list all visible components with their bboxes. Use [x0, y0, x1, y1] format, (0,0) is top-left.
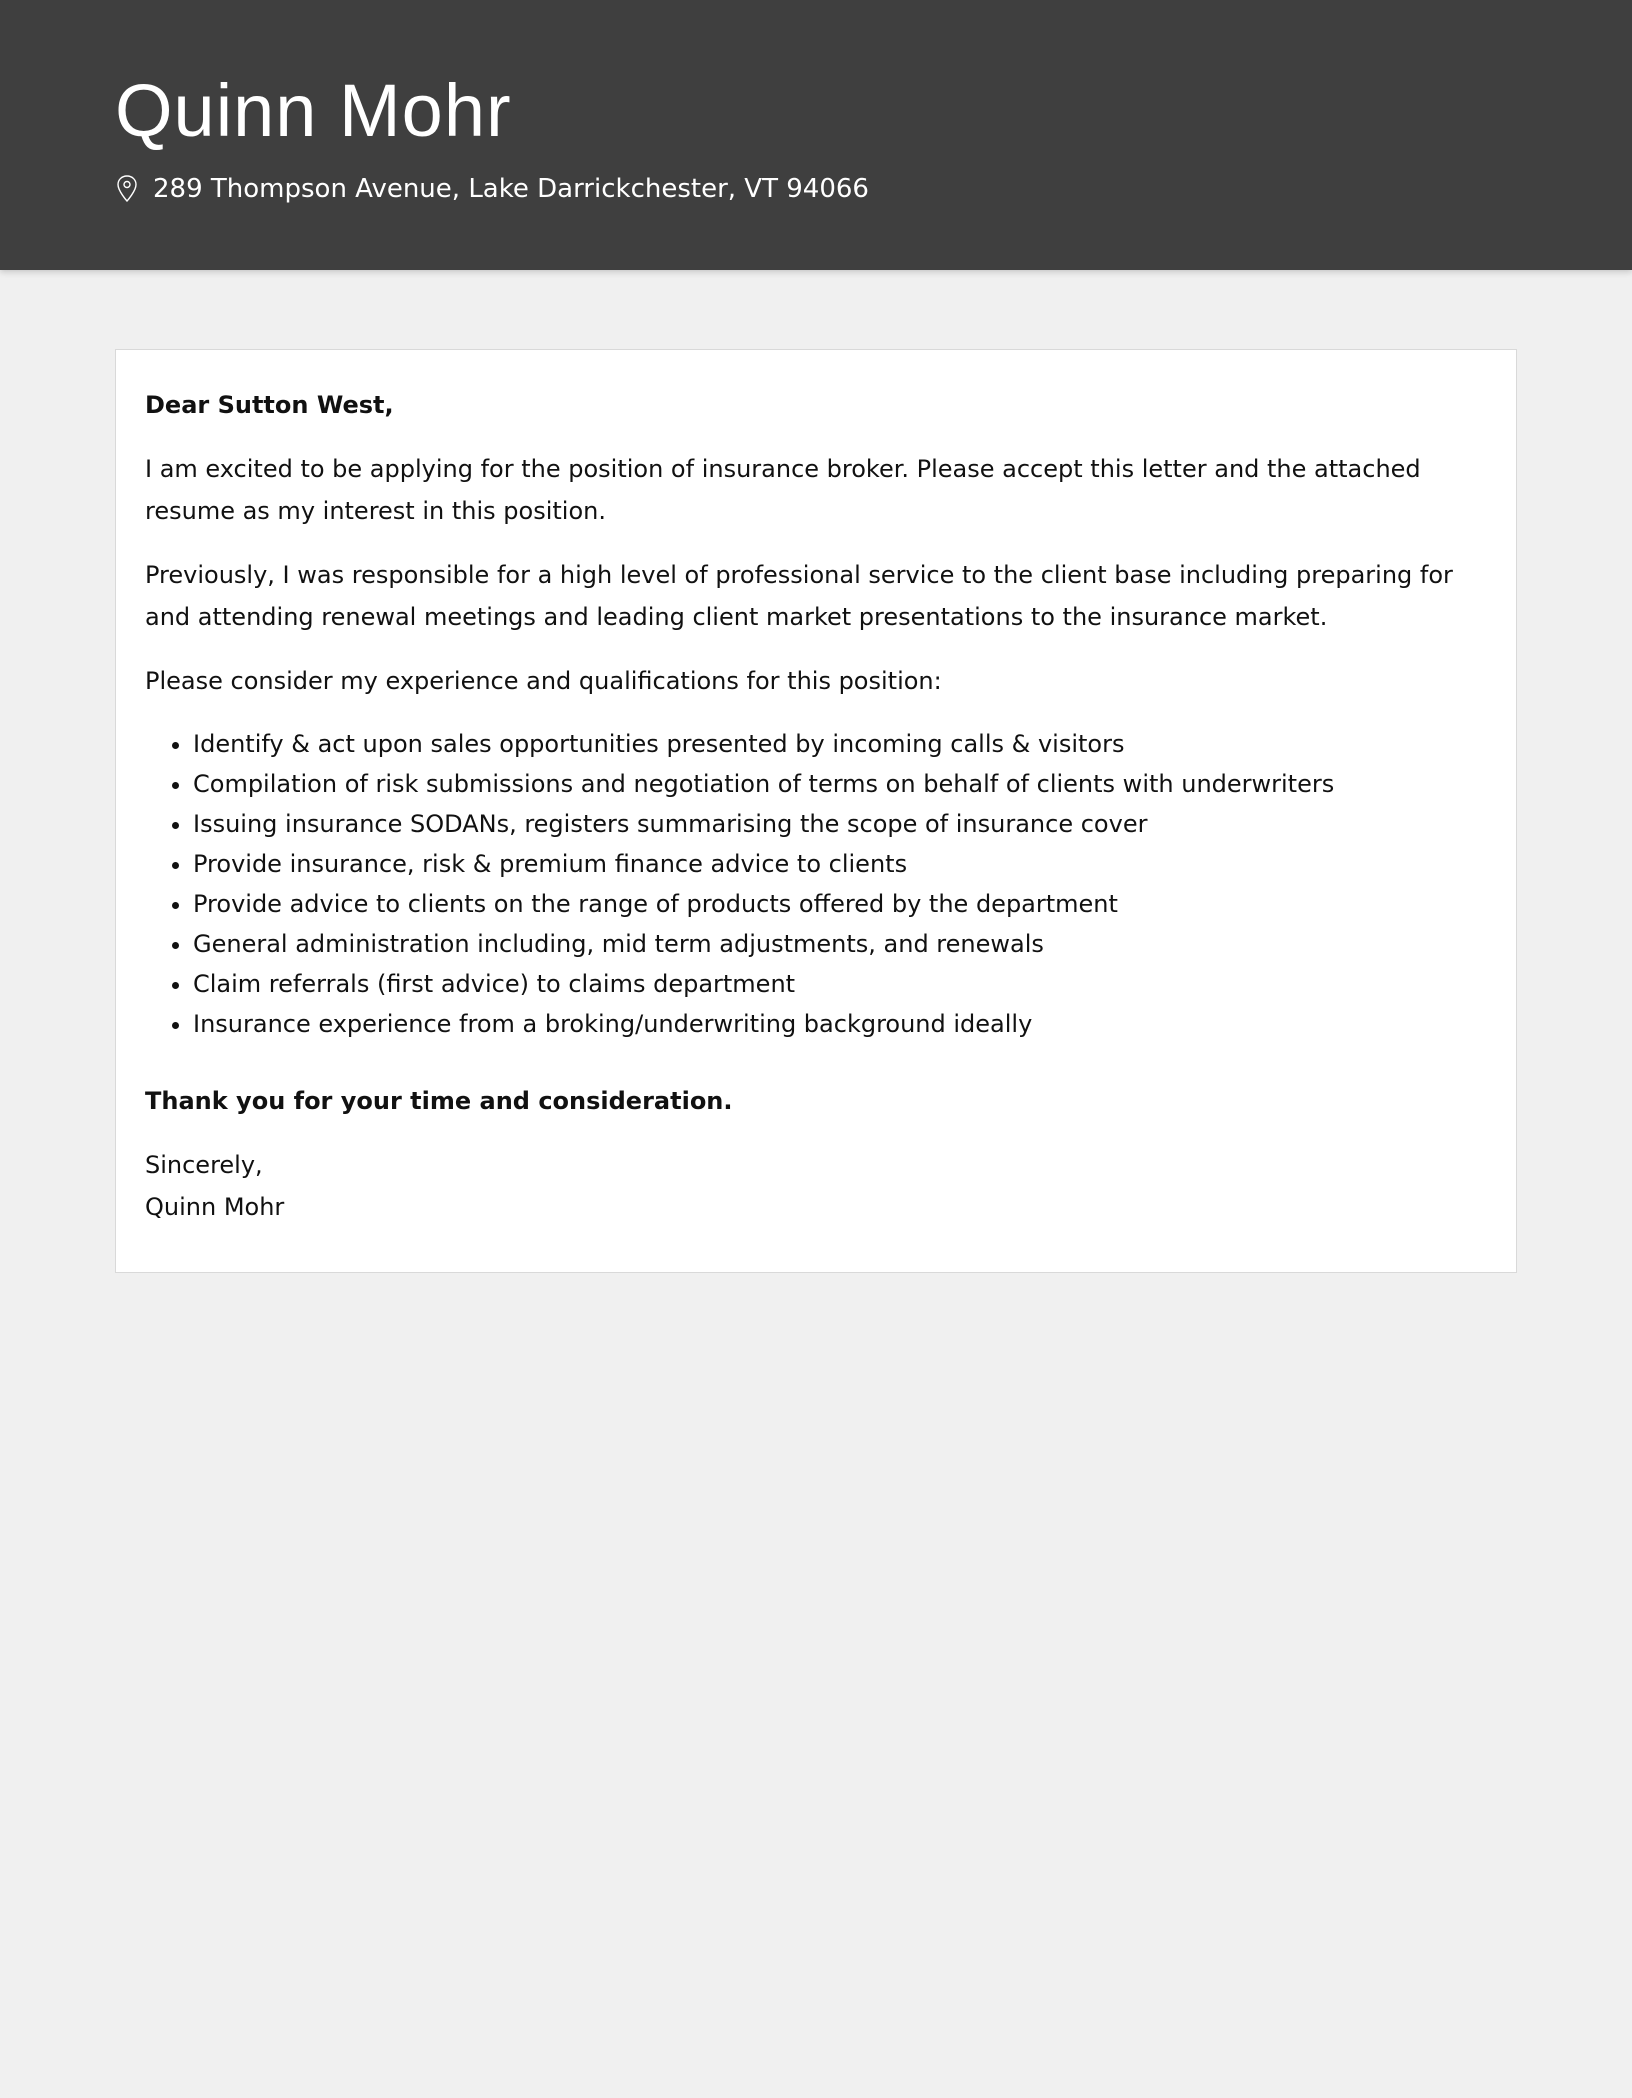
list-item: • Issuing insurance SODANs, registers summarising the scope of insurance cover	[193, 804, 1487, 844]
list-item: • Identify & act upon sales opportunities presented by incoming calls & visitors	[193, 724, 1487, 764]
list-item: • Provide advice to clients on the range of products offered by the department	[193, 884, 1487, 924]
list-item: • General administration including, mid term adjustments, and renewals	[193, 924, 1487, 964]
letter-paragraph: Previously, I was responsible for a high level of professional service to the client base including preparing for and attending renewal meetings and leading client market presentations to the insurance market.	[145, 561, 1453, 631]
list-item: • Compilation of risk submissions and negotiation of terms on behalf of clients with underwriters	[193, 764, 1487, 804]
header-banner	[0, 0, 1632, 270]
qualifications-list	[145, 724, 1487, 1044]
address-text: 289 Thompson Avenue, Lake Darrickchester, VT 94066	[153, 174, 869, 204]
letter-greeting: Dear Sutton West,	[145, 391, 394, 419]
signoff: Sincerely,	[145, 1151, 263, 1179]
header-content	[115, 66, 869, 204]
list-item: • Insurance experience from a broking/underwriting background ideally	[193, 1004, 1487, 1044]
signature: Quinn Mohr	[145, 1193, 285, 1221]
closing-block	[145, 1144, 1487, 1228]
applicant-name: Quinn Mohr	[115, 69, 512, 152]
map-pin-icon	[115, 174, 139, 204]
thanks-line: Thank you for your time and consideration.	[145, 1087, 733, 1115]
letter-card	[115, 349, 1517, 1273]
list-item: • Provide insurance, risk & premium finance advice to clients	[193, 844, 1487, 884]
list-item: • Claim referrals (first advice) to claims department	[193, 964, 1487, 1004]
letter-paragraph: Please consider my experience and qualifications for this position:	[145, 667, 942, 695]
letter-paragraph: I am excited to be applying for the position of insurance broker. Please accept this letter and the attached resume as my interest in this position.	[145, 455, 1421, 525]
address-row	[115, 174, 869, 204]
